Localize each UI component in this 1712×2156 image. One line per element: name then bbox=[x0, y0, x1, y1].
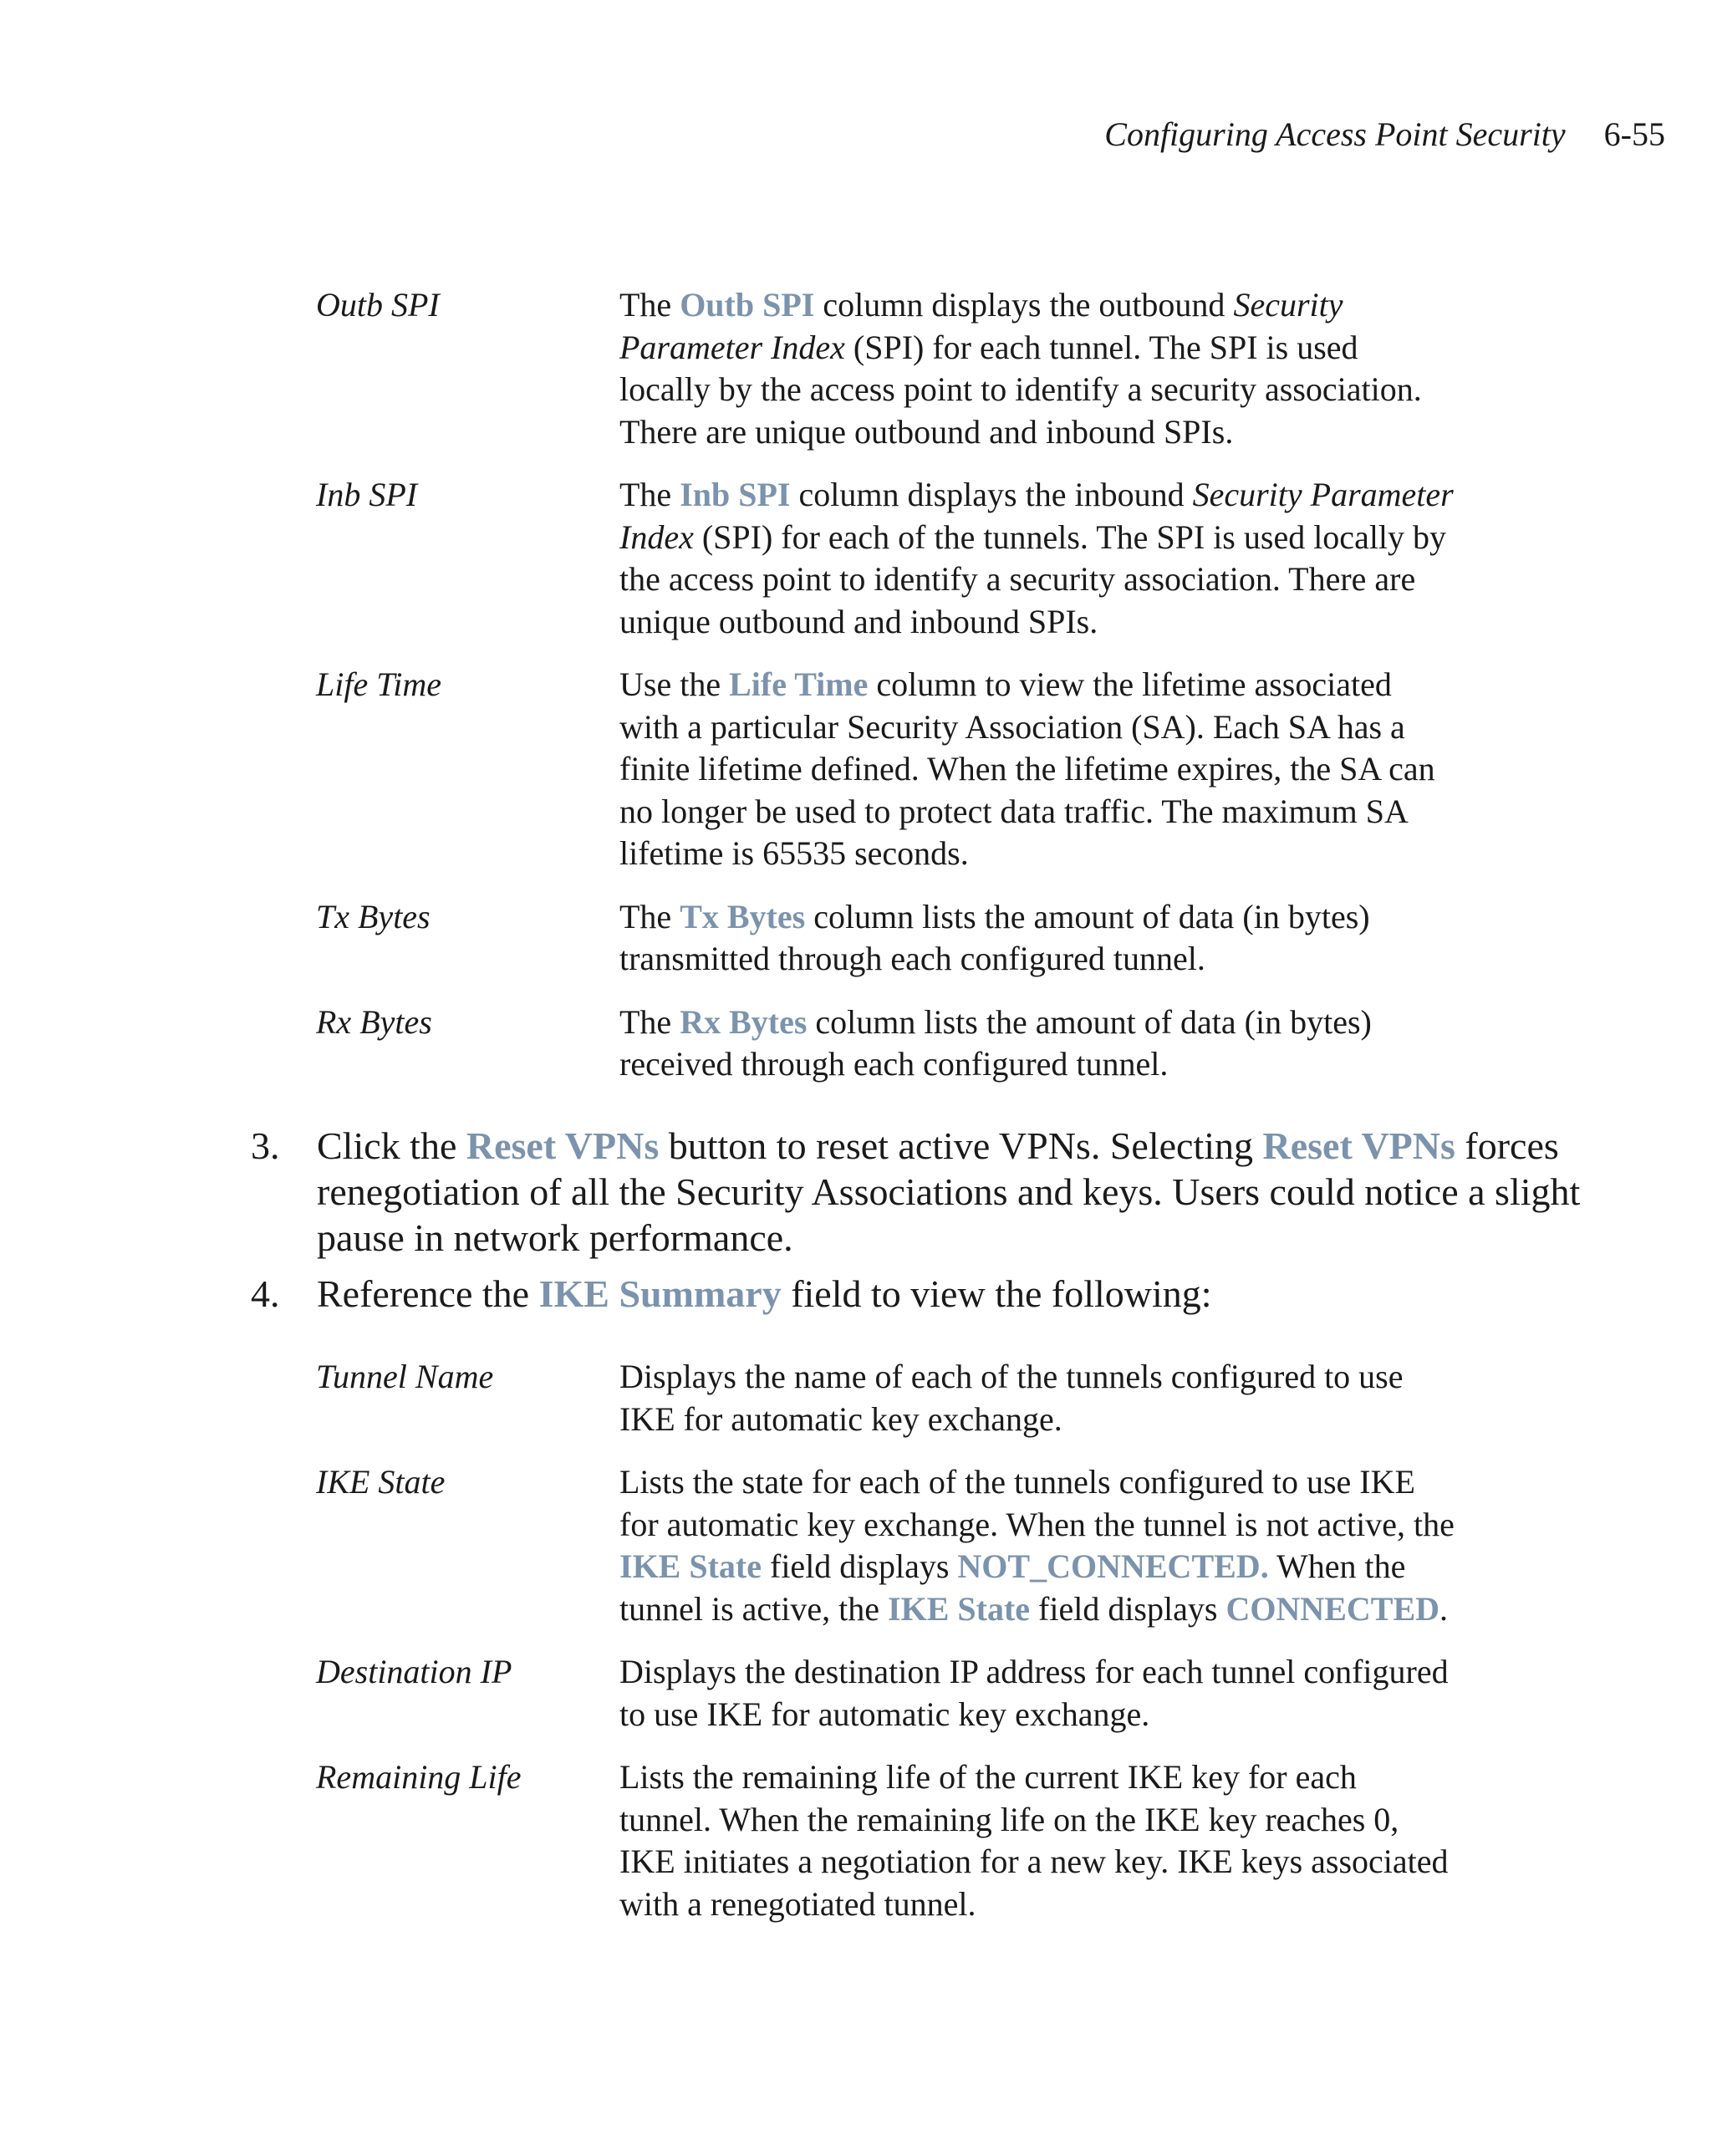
ui-term-highlight: Rx Bytes bbox=[680, 1002, 808, 1041]
text-run: Use the bbox=[619, 665, 730, 703]
step-text bbox=[317, 1271, 1587, 1317]
text-run: The bbox=[619, 286, 680, 324]
ui-term-highlight: Outb SPI bbox=[680, 286, 815, 324]
field-row-remaining-life bbox=[316, 1756, 1461, 1925]
field-description bbox=[619, 664, 1455, 875]
text-run: column to view the lifetime associated with a particular Security Association (SA). Each SA has a finite lifetime defined. When the lifetime expires, the SA can no longer be used to protect data traffic. The maximum SA lifetime is 65535 seconds. bbox=[619, 665, 1435, 872]
ui-term-highlight: NOT_CONNECTED. bbox=[957, 1547, 1269, 1585]
emphasis-text: Security Parameter Index bbox=[619, 286, 1343, 366]
step-number: 4. bbox=[251, 1272, 280, 1315]
text-run: Displays the name of each of the tunnels configured to use IKE for automatic key exchange. bbox=[619, 1358, 1404, 1438]
step-3 bbox=[251, 1123, 1588, 1261]
ui-term-highlight: Life Time bbox=[729, 665, 869, 703]
running-header bbox=[1104, 114, 1665, 155]
step-text bbox=[317, 1123, 1587, 1261]
text-run: column lists the amount of data (in bytes) transmitted through each configured tunnel. bbox=[619, 897, 1370, 977]
page-number: 6-55 bbox=[1603, 115, 1665, 153]
ui-term-highlight: Reset VPNs bbox=[466, 1124, 660, 1167]
text-run: . bbox=[1439, 1589, 1449, 1628]
field-row-tx-bytes bbox=[316, 896, 1461, 981]
step-number: 3. bbox=[251, 1124, 280, 1167]
text-run: (SPI) for each of the tunnels. The SPI is used locally by the access point to identify a security association. There are unique outbound and inbound SPIs. bbox=[619, 517, 1447, 640]
text-run: Reference the bbox=[317, 1272, 539, 1315]
field-term: Outb SPI bbox=[316, 286, 440, 324]
text-run: The bbox=[619, 897, 680, 935]
text-run: Displays the destination IP address for each tunnel configured to use IKE for automatic key exchange. bbox=[619, 1653, 1449, 1733]
ui-term-highlight: Tx Bytes bbox=[680, 897, 806, 935]
field-description bbox=[619, 1461, 1455, 1630]
field-row-life-time bbox=[316, 664, 1461, 875]
field-term: Remaining Life bbox=[316, 1758, 522, 1796]
text-run: field displays bbox=[1030, 1589, 1226, 1628]
field-row-destination-ip bbox=[316, 1651, 1461, 1736]
text-run: Click the bbox=[317, 1124, 466, 1167]
step-4 bbox=[251, 1271, 1588, 1317]
field-row-inb-spi bbox=[316, 474, 1461, 643]
text-run: Lists the remaining life of the current IKE key for each tunnel. When the remaining life on the IKE key reaches 0, IKE initiates a negotiation for a new key. IKE keys associated with a renegotiated tunnel. bbox=[619, 1758, 1449, 1923]
field-term: IKE State bbox=[316, 1463, 446, 1501]
field-description bbox=[619, 1002, 1455, 1086]
field-description bbox=[619, 474, 1455, 643]
text-run: The bbox=[619, 476, 680, 513]
text-run: column displays the outbound bbox=[814, 286, 1234, 324]
text-run: column displays the inbound bbox=[790, 476, 1193, 513]
text-run: button to reset active VPNs. Selecting bbox=[659, 1124, 1263, 1167]
field-description bbox=[619, 1651, 1455, 1736]
field-term: Destination IP bbox=[316, 1653, 512, 1690]
ui-term-highlight: Reset VPNs bbox=[1262, 1124, 1455, 1167]
text-run: column lists the amount of data (in bytes) received through each configured tunnel. bbox=[619, 1002, 1372, 1083]
text-run: The bbox=[619, 1002, 680, 1041]
ui-term-highlight: Inb SPI bbox=[680, 476, 791, 513]
field-term: Tunnel Name bbox=[316, 1358, 494, 1395]
vpn-field-list bbox=[316, 284, 1461, 1086]
text-run: field displays bbox=[762, 1547, 958, 1585]
ui-term-highlight: IKE State bbox=[619, 1547, 762, 1585]
text-run: When the tunnel is active, the bbox=[619, 1547, 1406, 1628]
field-row-tunnel-name bbox=[316, 1356, 1461, 1440]
field-term: Tx Bytes bbox=[316, 897, 431, 935]
text-run: Lists the state for each of the tunnels configured to use IKE for automatic key exchange. When the tunnel is not active, the bbox=[619, 1463, 1455, 1543]
field-description bbox=[619, 1356, 1455, 1440]
field-row-ike-state bbox=[316, 1461, 1461, 1630]
field-description bbox=[619, 284, 1455, 453]
text-run: field to view the following: bbox=[781, 1272, 1212, 1315]
field-row-rx-bytes bbox=[316, 1002, 1461, 1086]
field-term: Inb SPI bbox=[316, 476, 418, 513]
ui-term-highlight: CONNECTED bbox=[1225, 1589, 1440, 1628]
emphasis-text: Security Parameter Index bbox=[619, 476, 1454, 556]
ike-field-list bbox=[316, 1356, 1461, 1925]
section-title: Configuring Access Point Security bbox=[1104, 115, 1566, 153]
field-description bbox=[619, 1756, 1455, 1925]
field-term: Life Time bbox=[316, 665, 442, 703]
field-row-outb-spi bbox=[316, 284, 1461, 453]
ui-term-highlight: IKE Summary bbox=[538, 1272, 782, 1315]
ui-term-highlight: IKE State bbox=[888, 1589, 1031, 1628]
text-run: (SPI) for each tunnel. The SPI is used locally by the access point to identify a security association. There are unique outbound and inbound SPIs. bbox=[619, 328, 1422, 451]
text-run: forces renegotiation of all the Security Associations and keys. Users could notice a slight pause in network performance. bbox=[317, 1124, 1581, 1259]
field-description bbox=[619, 896, 1455, 981]
procedure-steps bbox=[251, 1123, 1588, 1317]
field-term: Rx Bytes bbox=[316, 1002, 432, 1041]
